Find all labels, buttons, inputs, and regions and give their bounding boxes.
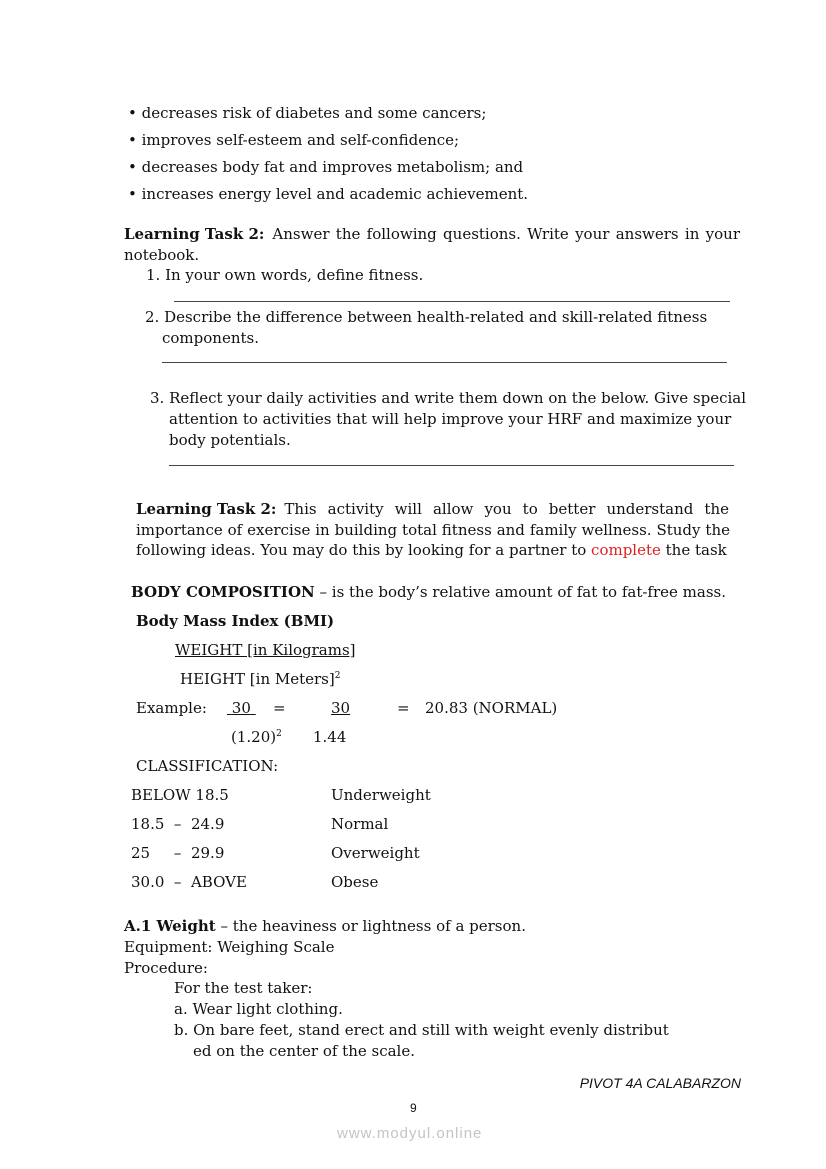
- example-label: Example:: [136, 699, 207, 717]
- example-result: 20.83 (NORMAL): [425, 699, 558, 717]
- for-test-taker: For the test taker:: [174, 979, 313, 997]
- page-number: 9: [410, 1101, 417, 1115]
- classification-label-item: Overweight: [331, 844, 420, 862]
- body-composition-text: – is the body’s relative amount of fat to fat-free mass.: [314, 583, 726, 601]
- weight-term: A.1 Weight: [124, 917, 216, 935]
- answer-line-1: [174, 301, 730, 302]
- classification-label: CLASSIFICATION:: [136, 757, 279, 775]
- classification-range: BELOW 18.5: [131, 786, 229, 804]
- question-2-cont: components.: [162, 329, 259, 347]
- bmi-formula-numerator: WEIGHT [in Kilograms]: [175, 641, 356, 659]
- task2-text-a: following ideas. You may do this by looking for a partner to: [136, 541, 592, 559]
- task2-text: This activity will allow you to better understand the: [284, 500, 729, 518]
- bullet-item: • increases energy level and academic achievement.: [128, 185, 529, 203]
- task2-intro: [136, 499, 729, 519]
- procedure-label: Procedure:: [124, 959, 208, 977]
- example-numerator: [227, 698, 256, 718]
- task2-complete-word: complete: [591, 541, 661, 559]
- classification-label-item: Underweight: [331, 786, 431, 804]
- example-denominator-2: 1.44: [313, 728, 347, 746]
- task2-text-line3: [136, 540, 727, 560]
- bmi-formula-denominator: [180, 669, 340, 689]
- classification-range: 30.0 – ABOVE: [131, 873, 247, 891]
- equipment-line: Equipment: Weighing Scale: [124, 938, 335, 956]
- body-composition-definition: [131, 582, 726, 602]
- example-equals: =: [273, 699, 286, 717]
- task1-heading: Learning Task 2:: [124, 225, 265, 243]
- example-denominator-value: (1.20): [231, 728, 277, 746]
- weight-text: – the heaviness or lightness of a person.: [215, 917, 526, 935]
- procedure-step-a: a. Wear light clothing.: [174, 1000, 343, 1018]
- task2-text-b: the task: [660, 541, 727, 559]
- task2-heading: Learning Task 2:: [136, 500, 277, 518]
- bullet-item: • improves self-esteem and self-confidence;: [128, 131, 460, 149]
- example-numerator-value: 30: [231, 699, 251, 717]
- task2-text-line2: importance of exercise in building total fitness and family wellness. Study the: [136, 521, 730, 539]
- procedure-step-b: b. On bare feet, stand erect and still with weight evenly distribut: [174, 1021, 669, 1039]
- example-numerator-2: 30: [331, 699, 351, 717]
- footer-brand: PIVOT 4A CALABARZON: [579, 1075, 741, 1091]
- classification-label-item: Normal: [331, 815, 389, 833]
- task1-intro-text: Answer the following questions. Write your answers in your: [272, 225, 740, 243]
- bmi-heading: Body Mass Index (BMI): [136, 612, 335, 630]
- body-composition-term: BODY COMPOSITION: [131, 583, 315, 601]
- bullet-item: • decreases body fat and improves metabolism; and: [128, 158, 524, 176]
- answer-line-3: [169, 465, 734, 466]
- example-denominator: [231, 727, 282, 747]
- example-denominator-exp: 2: [276, 729, 282, 739]
- classification-range: 25 – 29.9: [131, 844, 225, 862]
- bullet-item: • decreases risk of diabetes and some cancers;: [128, 104, 487, 122]
- weight-definition: [124, 916, 526, 936]
- task1-intro: [124, 224, 740, 244]
- question-3-cont: body potentials.: [169, 431, 291, 449]
- watermark: www.modyul.online: [337, 1125, 483, 1142]
- procedure-step-b-cont: ed on the center of the scale.: [193, 1042, 415, 1060]
- classification-range: 18.5 – 24.9: [131, 815, 225, 833]
- question-3: 3. Reflect your daily activities and write them down on the below. Give special: [150, 389, 747, 407]
- bmi-denominator-exp: 2: [334, 671, 341, 681]
- question-3-cont: attention to activities that will help improve your HRF and maximize your: [169, 410, 732, 428]
- classification-label-item: Obese: [331, 873, 379, 891]
- question-1: 1. In your own words, define fitness.: [146, 266, 424, 284]
- example-equals-2: =: [397, 699, 410, 717]
- bmi-denominator-text: HEIGHT [in Meters]: [180, 670, 335, 688]
- task1-intro-cont: notebook.: [124, 246, 200, 264]
- answer-line-2: [162, 362, 727, 363]
- question-2: 2. Describe the difference between health-related and skill-related fitness: [145, 308, 708, 326]
